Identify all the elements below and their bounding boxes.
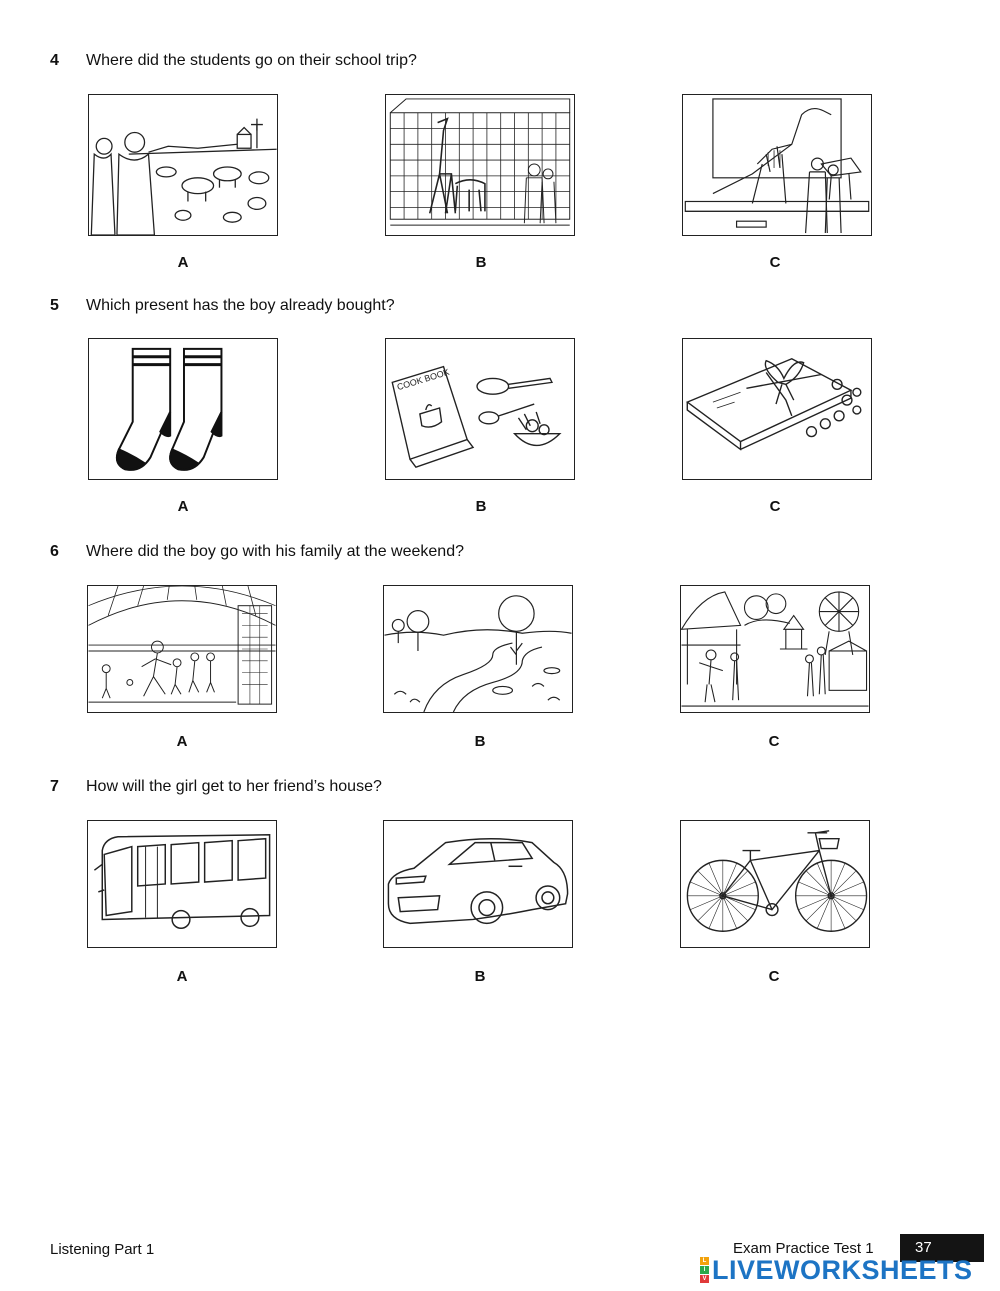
park-river-icon[interactable] bbox=[383, 585, 573, 713]
option-label: A bbox=[176, 968, 188, 985]
bicycle-icon[interactable] bbox=[680, 820, 870, 948]
question-number: 7 bbox=[50, 778, 59, 795]
footer-test-title: Exam Practice Test 1 bbox=[733, 1240, 874, 1257]
logo-letter: V bbox=[700, 1275, 709, 1283]
funfair-icon[interactable] bbox=[680, 585, 870, 713]
socks-icon[interactable] bbox=[88, 338, 278, 480]
farm-scene-icon[interactable] bbox=[88, 94, 278, 236]
option-label: B bbox=[475, 254, 487, 271]
question-number: 5 bbox=[50, 297, 59, 314]
logo-letter: L bbox=[700, 1257, 709, 1265]
liveworksheets-logo-icon bbox=[700, 1257, 709, 1283]
bus-icon[interactable] bbox=[87, 820, 277, 948]
option-label: C bbox=[769, 254, 781, 271]
chocolate-box-icon[interactable] bbox=[682, 338, 872, 480]
cookbook-cover-text: COOK BOOK bbox=[395, 366, 451, 393]
option-label: C bbox=[768, 968, 780, 985]
liveworksheets-watermark[interactable] bbox=[700, 1255, 996, 1285]
option-label: C bbox=[769, 498, 781, 515]
question-text: Which present has the boy already bought? bbox=[86, 297, 395, 314]
question-text: Where did the boy go with his family at the weekend? bbox=[86, 543, 464, 560]
question-number: 4 bbox=[50, 52, 59, 69]
logo-letter: I bbox=[700, 1266, 709, 1274]
footer-section-title: Listening Part 1 bbox=[50, 1241, 155, 1258]
question-number: 6 bbox=[50, 543, 59, 560]
option-label: B bbox=[474, 733, 486, 750]
page-number: 37 bbox=[900, 1234, 984, 1262]
liveworksheets-text: LIVEWORKSHEETS bbox=[712, 1254, 973, 1285]
option-label: A bbox=[176, 733, 188, 750]
option-label: B bbox=[475, 498, 487, 515]
option-label: A bbox=[177, 254, 189, 271]
question-text: Where did the students go on their school trip? bbox=[86, 52, 417, 69]
option-label: C bbox=[768, 733, 780, 750]
cookbook-icon[interactable] bbox=[385, 338, 575, 480]
question-text: How will the girl get to her friend’s house? bbox=[86, 778, 382, 795]
museum-scene-icon[interactable] bbox=[682, 94, 872, 236]
option-label: A bbox=[177, 498, 189, 515]
car-icon[interactable] bbox=[383, 820, 573, 948]
sports-stadium-icon[interactable] bbox=[87, 585, 277, 713]
zoo-scene-icon[interactable] bbox=[385, 94, 575, 236]
option-label: B bbox=[474, 968, 486, 985]
